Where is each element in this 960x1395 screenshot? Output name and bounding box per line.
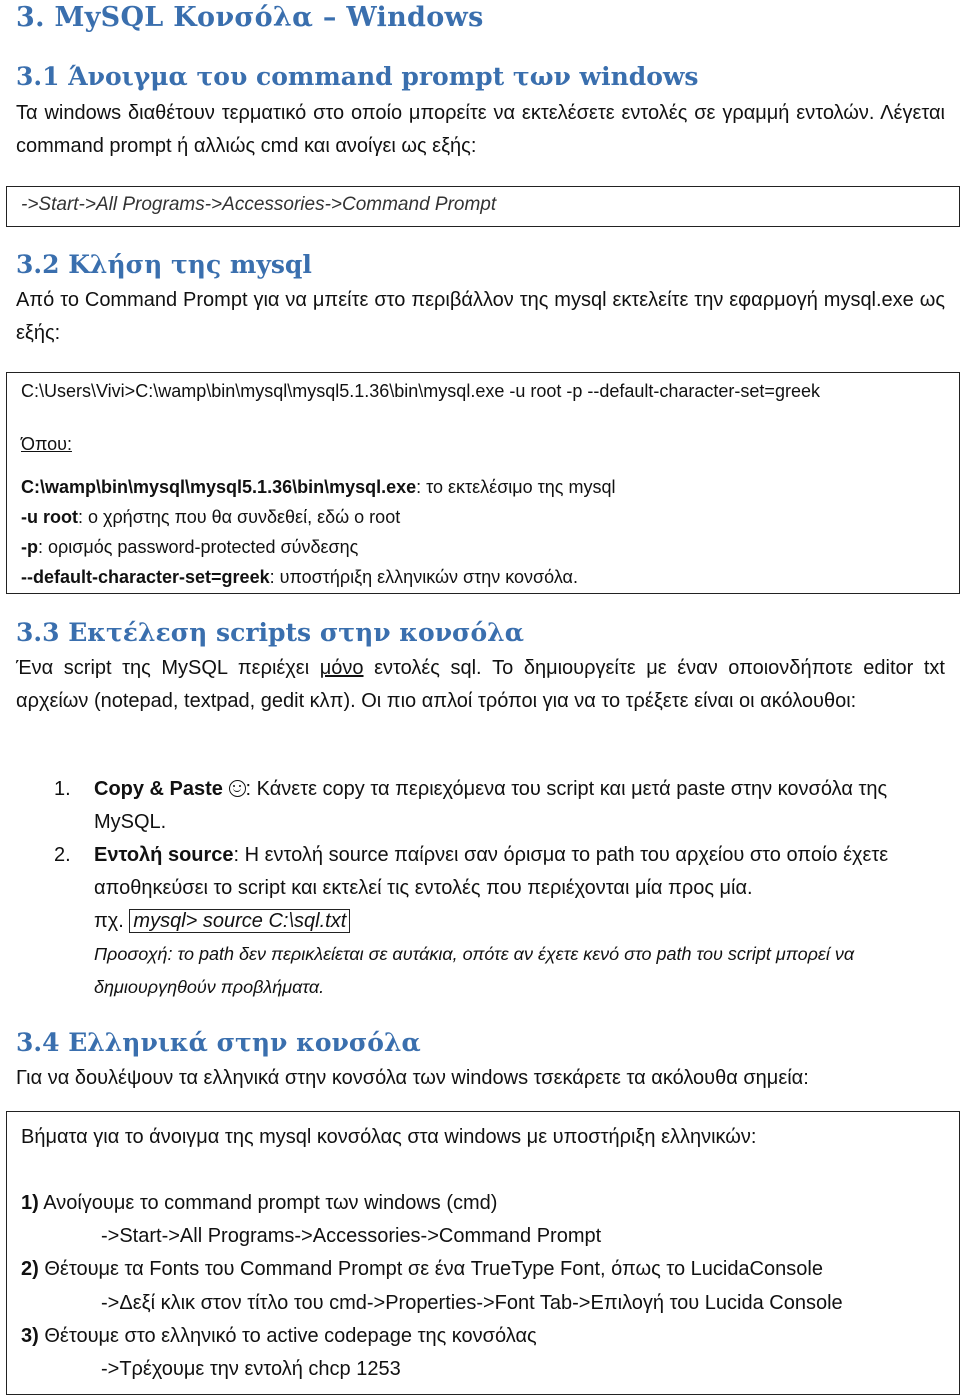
paragraph-3-2: Από το Command Prompt για να μπείτε στο περιβάλλον της mysql εκτελείτε την εφαρμογή mysql.exe ως εξής: xyxy=(16,289,945,344)
step-3 xyxy=(21,1321,537,1351)
list-item xyxy=(94,839,944,1004)
start-path-box xyxy=(6,186,960,227)
step-text: Ανοίγουμε το command prompt των windows (cmd) xyxy=(38,1192,498,1214)
command-box xyxy=(6,372,960,594)
param-row-password xyxy=(21,534,358,560)
list-item-number: 2. xyxy=(54,844,71,866)
source-command-example: mysql> source C:\sql.txt xyxy=(129,909,350,933)
param-term: C:\wamp\bin\mysql\mysql5.1.36\bin\mysql.exe xyxy=(21,477,417,497)
param-desc: : το εκτελέσιμο της mysql xyxy=(416,477,616,497)
step-1-detail: ->Start->All Programs->Accessories->Command Prompt xyxy=(101,1225,602,1247)
step-2-detail: ->Δεξί κλικ στον τίτλο του cmd->Properties->Font Tab->Επιλογή του Lucida Console xyxy=(101,1292,843,1314)
param-desc: : ορισμός password-protected σύνδεσης xyxy=(38,537,359,557)
step-2 xyxy=(21,1254,823,1284)
paragraph-3-4: Για να δουλέψουν τα ελληνικά στην κονσόλα των windows τσεκάρετε τα ακόλουθα σημεία: xyxy=(16,1067,809,1089)
heading-3-3: 3.3 Εκτέλεση scripts στην κονσόλα xyxy=(16,618,524,647)
start-path-text: ->Start->All Programs->Accessories->Command Prompt xyxy=(21,194,497,215)
mysql-command: C:\Users\Vivi>C:\wamp\bin\mysql\mysql5.1.36\bin\mysql.exe -u root -p --default-character-set=greek xyxy=(21,381,820,401)
where-label: Όπου: xyxy=(21,434,72,454)
paragraph-3-3 xyxy=(16,652,945,718)
para-underlined: μόνο xyxy=(319,657,364,679)
list-item-term: Εντολή source xyxy=(94,844,234,866)
steps-title: Βήματα για το άνοιγμα της mysql κονσόλας στα windows με υποστήριξη ελληνικών: xyxy=(21,1126,757,1148)
list-item-term: Copy & Paste xyxy=(94,778,223,800)
param-term: --default-character-set=greek xyxy=(21,567,270,587)
param-desc: : ο χρήστης που θα συνδεθεί, εδώ ο root xyxy=(77,507,401,527)
list-item-desc: : Κάνετε copy τα περιεχόμενα του script και μετά paste στην κονσόλα της MySQL. xyxy=(94,778,888,833)
step-1 xyxy=(21,1188,497,1218)
param-desc: : υποστήριξη ελληνικών στην κονσόλα. xyxy=(269,567,578,587)
step-text: Θέτουμε τα Fonts του Command Prompt σε ένα TrueType Font, όπως το LucidaConsole xyxy=(38,1258,823,1280)
step-number: 3) xyxy=(21,1325,39,1347)
step-3-detail: ->Τρέχουμε την εντολή chcp 1253 xyxy=(101,1358,401,1380)
step-number: 1) xyxy=(21,1192,39,1214)
para-part: Ένα script της MySQL περιέχει xyxy=(16,657,320,679)
heading-3-2: 3.2 Κλήση της mysql xyxy=(16,250,312,279)
greek-steps-box xyxy=(6,1111,960,1395)
step-text: Θέτουμε στο ελληνικό το active codepage της κονσόλας xyxy=(38,1325,537,1347)
warning-note: Προσοχή: το path δεν περικλείεται σε αυτάκια, οπότε αν έχετε κενό στο path του script μπορεί να δημιουργηθούν προβλήματα. xyxy=(94,944,855,997)
section-title: 3. MySQL Κονσόλα – Windows xyxy=(16,2,484,33)
list-item-desc: : Η εντολή source παίρνει σαν όρισμα το path του αρχείου στο οποίο έχετε αποθηκεύσει το script και εκτελεί τις εντολές που περιέχονται μία προς μία. xyxy=(94,844,889,899)
smiley-icon xyxy=(229,780,246,797)
paragraph-3-1: Τα windows διαθέτουν τερματικό στο οποίο μπορείτε να εκτελέσετε εντολές σε γραμμή εντολών. Λέγεται command prompt ή αλλιώς cmd και ανοίγει ως εξής: xyxy=(16,102,945,157)
list-item-number: 1. xyxy=(54,778,71,800)
para-part: εντολές sql. Το δημιουργείτε με έναν οποιονδήποτε editor txt αρχείων (notepad, textpad, gedit κλπ). Οι πιο απλοί τρόποι για να το τρέξετε είναι οι ακόλουθοι: xyxy=(16,657,945,712)
example-label: πχ. xyxy=(94,910,130,932)
param-row-user xyxy=(21,504,400,530)
param-term: -p xyxy=(21,537,38,557)
heading-3-4: 3.4 Ελληνικά στην κονσόλα xyxy=(16,1028,421,1057)
param-row-charset xyxy=(21,564,578,590)
heading-3-1: 3.1 Άνοιγμα του command prompt των windows xyxy=(16,62,699,91)
param-term: -u root xyxy=(21,507,78,527)
list-item xyxy=(94,773,944,839)
step-number: 2) xyxy=(21,1258,39,1280)
param-row-exe xyxy=(21,474,616,500)
